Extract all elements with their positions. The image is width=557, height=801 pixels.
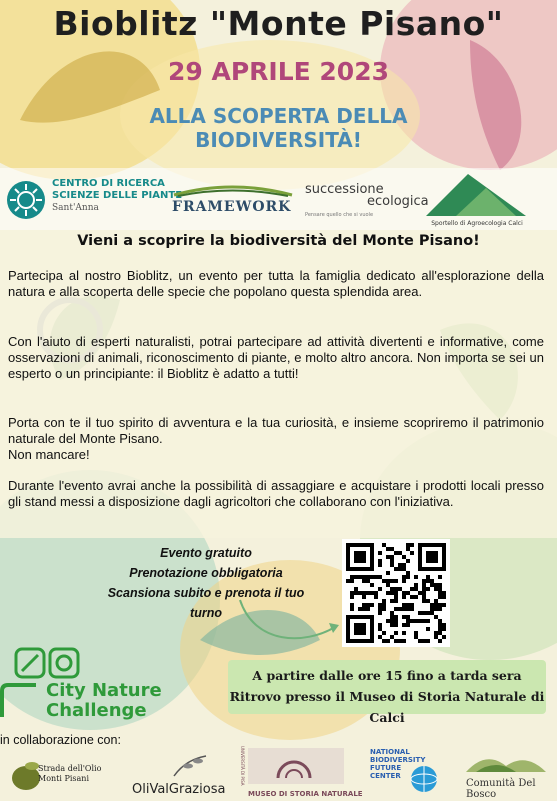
- cnc-text: [46, 681, 162, 721]
- city-nature-challenge-logo: [0, 647, 170, 737]
- olive-branch-icon: [170, 752, 210, 780]
- crsp-line-1: CENTRO DI RICERCA: [52, 178, 165, 189]
- schedule-box: [228, 660, 546, 725]
- collaboration-label: in collaborazione con:: [0, 733, 121, 747]
- globe-icon: [404, 764, 444, 794]
- hills-icon: [466, 748, 546, 774]
- paragraph-3: [8, 415, 544, 463]
- framework-arcs-icon: [172, 183, 294, 197]
- sportello-text: Sportello di Agroecologia Calci: [431, 220, 523, 227]
- paragraph-3-closing: Non mancare!: [8, 447, 90, 462]
- strada-line-1: Strada dell'Olio: [38, 764, 102, 773]
- successione-logo: [305, 182, 429, 218]
- subtitle-line-1: ALLA SCOPERTA DELLA: [149, 104, 408, 128]
- nbfc-line-4: CENTER: [370, 772, 401, 780]
- booking-qr-code[interactable]: [342, 539, 450, 647]
- schedule-meeting-point: Ritrovo presso il Museo di Storia Naturale di Calci: [229, 689, 545, 725]
- nbfc-logo: [370, 748, 425, 780]
- mountains-icon: [426, 172, 526, 216]
- partner-logos-bottom: [0, 748, 557, 801]
- lead-heading: Vieni a scoprire la biodiversità del Monte Pisano!: [77, 233, 480, 249]
- crsp-line-3: Sant'Anna: [52, 203, 99, 213]
- partner-logos-top: [0, 168, 557, 230]
- paragraph-2: Con l'aiuto di esperti naturalisti, potrai partecipare ad attività divertenti e informative, come osservazioni di animali, riconoscimento di piante, e molto altro ancora. Non importa se sei un esperto o un principiante: il Bioblitz è adatto a tutti!: [8, 334, 544, 381]
- arrow-to-qr-icon: [235, 595, 345, 655]
- framework-logo: [172, 182, 294, 216]
- nbfc-line-2: BIODIVERSITY: [370, 756, 426, 764]
- olivalgraziosa-logo: [132, 752, 225, 797]
- cnc-line-2: Challenge: [46, 700, 147, 721]
- schedule-time: A partire dalle ore 15 fino a tarda sera: [252, 668, 522, 683]
- snail-shell-icon: [248, 748, 344, 784]
- museo-university-text: UNIVERSITÀ DI PISA: [240, 746, 245, 786]
- info-scan-qr: Scansiona subito e prenota il tuo turno: [107, 586, 305, 620]
- info-booking-required: Prenotazione obbligatoria: [129, 566, 283, 580]
- paragraph-4: Durante l'evento avrai anche la possibilità di assaggiare e acquistare i prodotti locali presso gli stand messi a disposizione dagli agricoltori che collaborano con l'iniziativa.: [8, 478, 544, 509]
- museo-text: MUSEO DI STORIA NATURALE: [248, 790, 363, 798]
- ecologica-text: ecologica: [367, 194, 429, 209]
- event-date: 29 APRILE 2023: [167, 57, 389, 86]
- cnc-line-1: City Nature: [46, 680, 162, 701]
- event-subtitle: [100, 104, 457, 152]
- qr-code-icon[interactable]: [342, 539, 450, 647]
- crsp-text: [52, 178, 182, 214]
- crsp-emblem-icon: [6, 180, 46, 220]
- info-free-event: Evento gratuito: [160, 546, 252, 560]
- paragraph-1: Partecipa al nostro Bioblitz, un evento per tutta la famiglia dedicato all'esplorazione della natura e alla scoperta delle specie che popolano questa splendida area.: [8, 268, 544, 299]
- crsp-line-2: SCIENZE DELLE PIANTE: [52, 190, 183, 201]
- paragraph-3-text: Porta con te il tuo spirito di avventura e la tua curiosità, e insieme scopriremo il patrimonio naturale del Monte Pisano.: [8, 415, 544, 446]
- event-title: Bioblitz "Monte Pisano": [53, 4, 504, 43]
- strada-olio-text: [38, 764, 101, 784]
- sportello-logo: [418, 172, 536, 227]
- nbfc-line-1: NATIONAL: [370, 748, 410, 756]
- subtitle-line-2: BIODIVERSITÀ!: [195, 128, 362, 152]
- museo-logo: [240, 746, 363, 798]
- crsp-logo: [6, 180, 46, 224]
- cnc-bracket-icon: [0, 681, 40, 721]
- strada-line-2: Monti Pisani: [38, 774, 90, 783]
- comunita-text: Comunità Del Bosco: [466, 778, 536, 800]
- successione-tagline: Pensare quello che si vuole: [305, 212, 374, 218]
- nbfc-line-3: FUTURE: [370, 764, 402, 772]
- framework-text: FRAMEWORK: [172, 199, 292, 215]
- comunita-del-bosco-logo: [466, 748, 557, 800]
- successione-text: successione: [305, 182, 384, 197]
- olivalgraziosa-text: OliValGraziosa: [132, 782, 226, 797]
